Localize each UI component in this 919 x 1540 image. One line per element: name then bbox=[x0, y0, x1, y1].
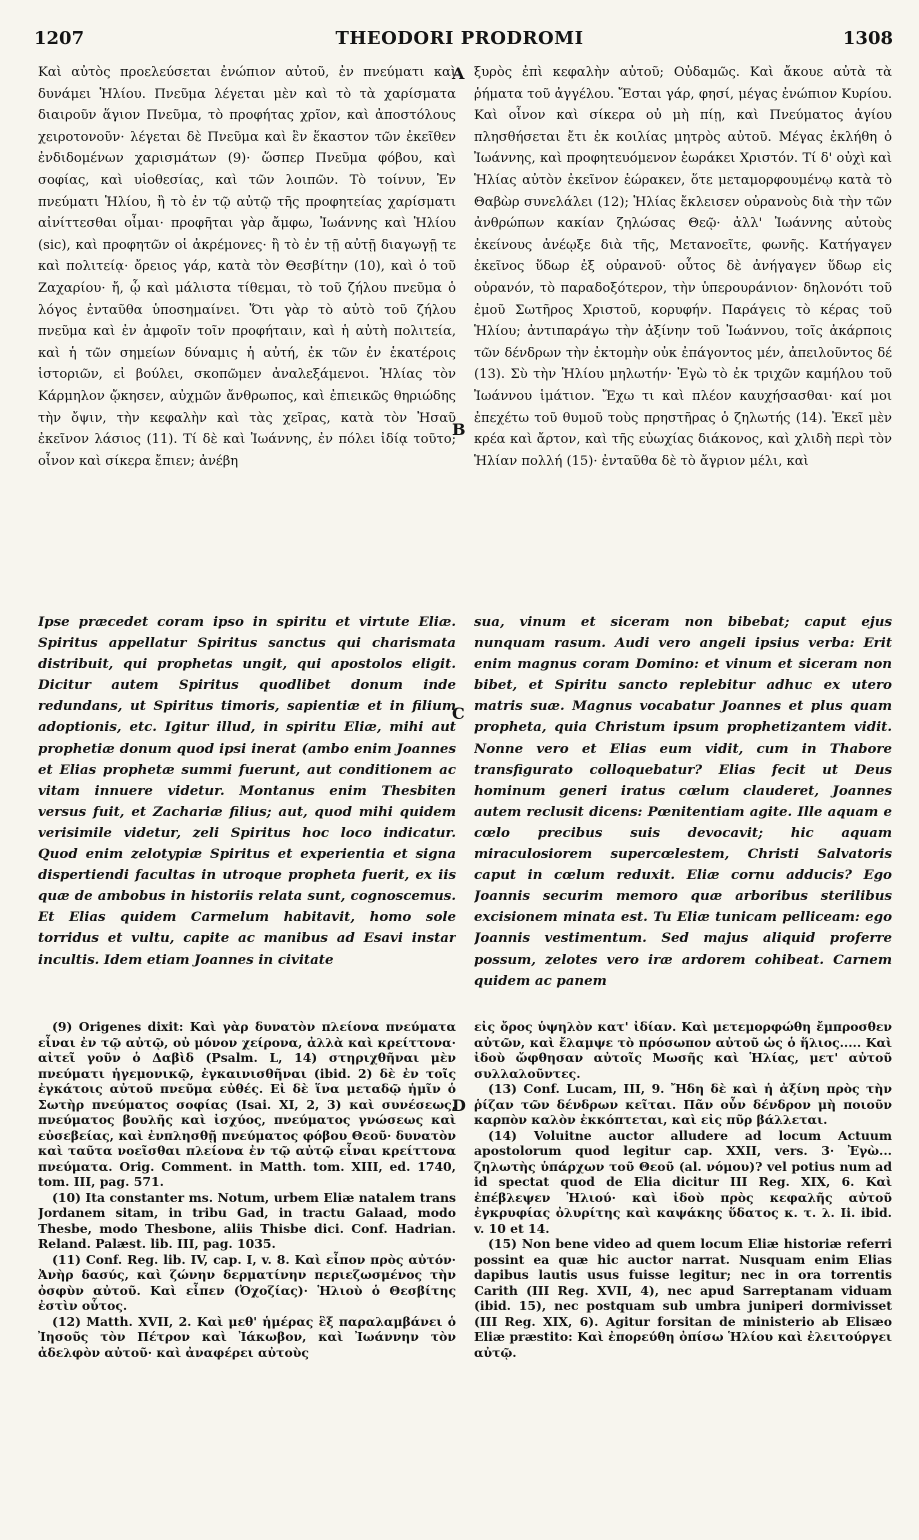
page-number-left: 1207 bbox=[34, 28, 85, 49]
running-title: THEODORI PRODROMI bbox=[335, 28, 584, 49]
margin-letter-d: D bbox=[452, 1096, 466, 1115]
margin-letter-a: A bbox=[452, 64, 465, 83]
footnote-15: (15) Non bene video ad quem locum Eliæ historiæ referri possint ea quæ hic auctor narrat. Nusquam enim Elias dapibus lautis usus fuisse legitur; nec in ora torrentis Carith (III Reg. XVII, 4), nec apud Sarreptanam viduam (ibid. 15), nec postquam sub umbra juniperi dormivisset (III Reg. XIX, 6). Agitur forsitan de ministerio ab Elisæo Eliæ præstito: Καὶ ἐπορεύθη ὀπίσω Ἡλίου καὶ ἐλειτούργει αὐτῷ. bbox=[474, 1236, 892, 1360]
footnote-12: (12) Matth. XVII, 2. Καὶ μεθ' ἡμέρας ἓξ παραλαμβάνει ὁ Ἰησοῦς τὸν Πέτρον καὶ Ἰάκωβον, καὶ Ἰωάννην τὸν ἀδελφὸν αὐτοῦ· καὶ ἀναφέρει αὐτοὺς bbox=[38, 1313, 456, 1360]
footnote-13: (13) Conf. Lucam, III, 9. Ἤδη δὲ καὶ ἡ ἀξίνη πρὸς τὴν ῥίζαν τῶν δένδρων κεῖται. Πᾶν οὖν δένδρον μὴ ποιοῦν καρπὸν καλὸν ἐκκόπτεται, καὶ εἰς πῦρ βάλλεται. bbox=[474, 1081, 892, 1127]
greek-paragraph-right: ξυρὸς ἐπὶ κεφαλὴν αὐτοῦ; Οὐδαμῶς. Καὶ ἄκουε αὐτὰ τὰ ῥήματα τοῦ ἀγγέλου. Ἔσται γάρ, φησί, μέγας ἐνώπιον Κυρίου. Καὶ οἶνον καὶ σίκερα οὐ μὴ πίῃ, καὶ Πνεύματος ἁγίου πλησθήσεται ἔτι ἐκ κοιλίας μητρὸς αὐτοῦ. Μέγας ἐκλήθη ὁ Ἰωάννης, καὶ προφητευόμενον ἑωράκει Χριστόν. Τί δ' οὐχὶ καὶ Ἡλίας αὐτὸν ἐκεῖνον ἑώρακεν, ὅτε μεταμορφουμένῳ κατὰ τὸ Θαβὼρ συνελάλει (12); Ἡλίας ἔκλεισεν οὐρανοὺς διὰ τὴν τῶν ἀνθρώπων κακίαν ζηλώσας Θεῷ· ἀλλ' Ἰωάννης αὐτοὺς ἐκείνους ἀνέῳξε διὰ τῆς, Μετανοεῖτε, φωνῆς. Κατήγαγεν ἐκεῖνος ὕδωρ ἐξ οὐρανοῦ· οὗτος δὲ ἀνήγαγεν ὕδωρ εἰς οὐρανόν, τὸ παραδοξότερον, τὴν ὑπερουράνιον· δηλονότι τοῦ ἐμοῦ Σωτῆρος Χριστοῦ, κορυφήν. Παράγεις τὸ κέρας τοῦ Ἡλίου; ἀντιπαράγω τὴν ἀξίνην τοῦ Ἰωάννου, τοῖς ἀκάρποις τῶν δένδρων τὴν ἐκτομὴν οὐκ ἐπάγοντος μέν, ἀπειλοῦντος δέ (13). Σὺ τὴν Ἡλίου μηλωτήν· Ἐγὼ τὸ ἐκ τριχῶν καμήλου τοῦ Ἰωάννου ἱμάτιον. Ἔχω τι καὶ πλέον καυχήσασθαι· καί μοι ἐπεχέτω τοῦ θυμοῦ τοὺς πρηστῆρας ὁ ζηλωτής (14). Ἐκεῖ μὲν κρέα καὶ ἄρτον, καὶ τῆς εὐωχίας διάκονος, καὶ χλιδὴ περὶ τὸν Ἡλίαν πολλή (15)· ἐνταῦθα δὲ τὸ ἄγριον μέλι, καὶ bbox=[474, 65, 892, 469]
footnote-9: (9) Origenes dixit: Καὶ γὰρ δυνατὸν πλείονα πνεύματα εἶναι ἐν τῷ αὐτῷ, οὐ μόνον χείρονα, ἀλλὰ καὶ κρείττονα· αἰτεῖ γοῦν ὁ Δαβὶδ (Psalm. L, 14) στηριχθῆναι μὲν πνεύματι ἡγεμονικῷ, ἐγκαινισθῆναι (ibid. 2) δὲ ἐν τοῖς ἐγκάτοις αὐτοῦ πνεῦμα εὐθές. Εἰ δὲ ἵνα μεταδῷ ἡμῖν ὁ Σωτὴρ πνεύματος σοφίας (Isai. XI, 2, 3) καὶ συνέσεως, πνεύματος βουλῆς καὶ ἰσχύος, πνεύματος γνώσεως καὶ εὐσεβείας, καὶ ἐνπλησθῇ πνεύματος φόβου Θεοῦ· δυνατὸν καὶ ταῦτα νοεῖσθαι πλείονα ἐν τῷ αὐτῷ εἶναι κρείττονα πνεύματα. Orig. Comment. in Matth. tom. XIII, ed. 1740, tom. III, pag. 571. bbox=[38, 1019, 456, 1189]
margin-letter-c: C bbox=[452, 704, 465, 723]
footnote-11: (11) Conf. Reg. lib. IV, cap. I, v. 8. Καὶ εἶπον πρὸς αὐτόν· Ἀνὴρ δασύς, καὶ ζώνην δερματίνην περιεζωσμένος τὴν ὀσφὺν αὐτοῦ. Καὶ εἶπεν (Ὀχοζίας)· Ἡλιοὺ ὁ Θεσβίτης ἐστὶν οὗτος. bbox=[38, 1251, 456, 1313]
latin-text-right-column bbox=[474, 612, 892, 1002]
running-header bbox=[0, 28, 919, 58]
footnote-12-continued: εἰς ὄρος ὑψηλὸν κατ' ἰδίαν. Καὶ μετεμορφώθη ἔμπροσθεν αὐτῶν, καὶ ἔλαμψε τὸ πρόσωπον αὐτοῦ ὡς ὁ ἥλιος..... Καὶ ἰδοὺ ὤφθησαν αὐτοῖς Μωσῆς καὶ Ἡλίας, μετ' αὐτοῦ συλλαλοῦντες. bbox=[474, 1019, 892, 1081]
latin-text-left-column bbox=[38, 612, 456, 1002]
greek-text-right-column bbox=[474, 62, 892, 590]
margin-letter-b: B bbox=[452, 420, 466, 439]
footnote-10: (10) Ita constanter ms. Notum, urbem Eliæ natalem trans Jordanem sitam, in tribu Gad, in tractu Galaad, modo Thesbe, modo Thesbone, aliis Thisbe dici. Conf. Hadrian. Reland. Palæst. lib. III, pag. 1035. bbox=[38, 1189, 456, 1251]
greek-text-left-column bbox=[38, 62, 456, 590]
latin-paragraph-right: sua, vinum et siceram non bibebat; caput ejus nunquam rasum. Audi vero angeli ipsius verba: Erit enim magnus coram Domino: et vinum et siceram non bibet, et Spiritu sancto replebitur adhuc ex utero matris suæ. Magnus vocabatur Joannes et plus quam propheta, quia Christum ipsum prophetizantem vidit. Nonne vero et Elias eum vidit, cum in Thabore transfigurato colloquebatur? Elias fecit ut Deus hominum generi iratus cœlum clauderet, Joannes autem reclusit dicens: Pœnitentiam agite. Ille aquam e cœlo precibus suis devocavit; hic aquam miraculosiorem supercœlestem, Christi Salvatoris caput in cœlum reduxit. Eliæ cornu adducis? Ego Joannis securim memoro quæ arboribus sterilibus excisionem minata est. Tu Eliæ tunicam pelliceam: ego Joannis vestimentum. Sed majus aliquid proferre possum, zelotes vero iræ ardorem cohibeat. Carnem quidem ac panem bbox=[474, 614, 892, 989]
latin-paragraph-left: Ipse præcedet coram ipso in spiritu et virtute Eliæ. Spiritus appellatur Spiritus sanctus qui charismata distribuit, qui prophetas ungit, qui apostolos eligit. Dicitur autem Spiritus quodlibet donum inde redundans, ut Spiritus timoris, sapientiæ et in filium adoptionis, etc. Igitur illud, in spiritu Eliæ, mihi aut prophetiæ donum quod ipsi inerat (ambo enim Joannes et Elias prophetæ summi fuerunt, aut conditionem ac vitam innuere videtur. Montanus enim Thesbiten versus fuit, et Zachariæ filius; aut, quod mihi quidem verisimile videtur, zeli Spiritus hoc loco indicatur. Quod enim zelotypiæ Spiritus et experientia et signa dispertiendi facultas in utroque propheta fuerit, ex iis quæ de ambobus in historiis relata sunt, cognoscemus. Et Elias quidem Carmelum habitavit, homo sole torridus et vultu, capite ac manibus ad Esavi instar incultis. Idem etiam Joannes in civitate bbox=[38, 614, 456, 968]
footnote-14: (14) Voluitne auctor alludere ad locum Actuum apostolorum quod legitur cap. XXII, vers. 3· Ἐγὼ... ζηλωτὴς ὑπάρχων τοῦ Θεοῦ (al. νόμου)? vel potius num ad id spectat quod de Elia dicitur III Reg. XIX, 6. Καὶ ἐπέβλεψεν Ἡλιού· καὶ ἰδοὺ πρὸς κεφαλῆς αὐτοῦ ἐγκρυφίας ὀλυρίτης καὶ καψάκης ὕδατος κ. τ. λ. Ii. ibid. v. 10 et 14. bbox=[474, 1127, 892, 1236]
footnotes-right-column bbox=[474, 1019, 892, 1529]
page-number-right: 1308 bbox=[842, 28, 893, 49]
greek-paragraph-left: Καὶ αὐτὸς προελεύσεται ἐνώπιον αὐτοῦ, ἐν πνεύματι καὶ δυνάμει Ἡλίου. Πνεῦμα λέγεται μὲν καὶ τὸ τὰ χαρίσματα διαιροῦν ἅγιον Πνεῦμα, τὸ προφήτας χρῖον, καὶ ἀποστόλους χειροτονοῦν· λέγεται δὲ Πνεῦμα καὶ ἓν ἕκαστον τῶν ἐκεῖθεν ἐνδιδομένων χαρισμάτων (9)· ὥσπερ Πνεῦμα φόβου, καὶ σοφίας, καὶ υἱοθεσίας, καὶ τῶν λοιπῶν. Τὸ τοίνυν, Ἐν πνεύματι Ἡλίου, ἢ τὸ ἐν τῷ αὐτῷ τῆς προφητείας χαρίσματι αἰνίττεσθαι οἶμαι· προφῆται γὰρ ἄμφω, Ἰωάννης καὶ Ἡλίου (sic), καὶ προφητῶν οἱ ἀκρέμονες· ἢ τὸ ἐν τῇ αὐτῇ διαγωγῇ τε καὶ πολιτείᾳ· ὄρειος γάρ, κατὰ τὸν Θεσβίτην (10), καὶ ὁ τοῦ Ζαχαρίου· ἤ, ᾧ καὶ μάλιστα τίθεμαι, τὸ τοῦ ζήλου πνεῦμα ὁ λόγος ἐνταῦθα ὑποσημαίνει. Ὅτι γὰρ τὸ αὐτὸ τοῦ ζήλου πνεῦμα καὶ ἐν ἀμφοῖν τοῖν προφήταιν, καὶ ἡ αὐτὴ πολιτεία, καὶ ἡ τῶν σημείων δύναμις ἡ αὐτή, ἐκ τῶν ἐν ἑκατέροις ἱστοριῶν, εἰ βούλει, σκοπῶμεν ἀναλεξάμενοι. Ἡλίας τὸν Κάρμηλον ᾤκησεν, αὐχμῶν ἄνθρωπος, καὶ ἐπιεικῶς θηριώδης τὴν ὄψιν, τὴν κεφαλὴν καὶ τὰς χεῖρας, κατὰ τὸν Ἠσαῦ ἐκεῖνον λάσιος (11). Τί δὲ καὶ Ἰωάννης, ἐν πόλει ἰδίᾳ τοῦτο; οἶνον καὶ σίκερα ἔπιεν; ἀνέβη bbox=[38, 65, 456, 469]
footnotes-left-column bbox=[38, 1019, 456, 1529]
